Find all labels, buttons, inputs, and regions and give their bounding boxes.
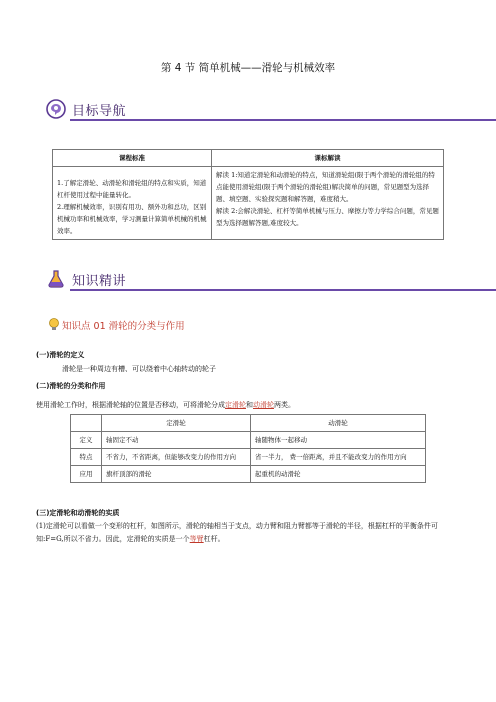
standard-item: 1.了解定滑轮、动滑轮和滑轮组的特点和实质，知道杠杆使用过程中能量转化。 [57,179,207,199]
table-row [71,466,426,483]
pulley-header-movable: 动滑轮 [251,415,426,432]
movable-cell: 轴随物体一起移动 [251,432,426,449]
section-knowledge-title: 知识精讲 [72,274,127,289]
fixed-pulley-term: 定滑轮 [225,401,246,409]
section-divider [70,119,496,121]
section-goals [44,98,496,122]
pulley-table [70,414,426,483]
pulley-header-empty [71,415,102,432]
classification-title: (二)滑轮的分类和作用 [36,382,106,390]
table-row [71,432,426,449]
row-label: 定义 [71,432,102,449]
classification-text [36,399,295,412]
row-label: 特点 [71,449,102,466]
classification-text-pre: 使用滑轮工作时，根据滑轮轴的位置是否移动，可将滑轮分成 [36,401,225,409]
knowledge-point-title: 知识点 01 滑轮的分类与作用 [62,321,185,332]
fixed-cell: 不省力，不省距离，但能够改变力的作用方向 [102,449,251,466]
movable-pulley-term: 动滑轮 [253,401,274,409]
section-knowledge [44,268,496,292]
fixed-cell: 轴固定不动 [102,432,251,449]
section-divider [70,289,496,291]
flask-icon [46,269,66,289]
lightbulb-icon [46,316,62,332]
interpretation-item: 解读 1:知道定滑轮和动滑轮的特点，知道滑轮组(限于两个滑轮的滑轮组的特点能使用滑轮组(限于两个滑轮的滑轮组)解决简单的问题，常见题型为选择题、填空题、实验探究题和解答题，难度稍大。 [216,171,435,203]
goals-interpretation-cell [212,167,444,240]
goals-standard-cell [53,167,212,240]
essence-text-post: 杠杆。 [203,535,225,543]
fixed-cell: 旗杆顶部的滑轮 [102,466,251,483]
equal-arm-term: 等臂 [189,535,204,543]
movable-cell: 省一半力， 费一倍距离，并且不能改变力的作用方向 [251,449,426,466]
definition-title: (一)滑轮的定义 [36,351,85,359]
goals-header-interpretation: 课标解读 [212,150,444,167]
essence-title: (三)定滑轮和动滑轮的实质 [36,509,120,517]
movable-cell: 起重机的动滑轮 [251,466,426,483]
section-goals-title: 目标导航 [72,104,127,119]
table-row [71,449,426,466]
interpretation-item: 解读 2:会解决滑轮、杠杆等简单机械与压力、摩擦力等力学综合问题，常见题型为选择题解答题,难度较大。 [216,207,439,227]
goals-header-standard: 课程标准 [53,150,212,167]
classification-and: 和 [246,401,253,409]
standard-item: 2.理解机械效率，识别有用功、额外功和总功，区别机械功率和机械效率，学习测量计算简单机械的机械效率。 [57,203,207,235]
goals-table [52,149,444,240]
pulley-header-fixed: 定滑轮 [102,415,251,432]
classification-text-post: 两类。 [274,401,295,409]
brain-target-icon [46,99,66,119]
page-title: 第 4 节 简单机械——滑轮与机械效率 [160,62,336,74]
essence-text-pre: (1)定滑轮可以看做一个变形的杠杆，如图所示，滑轮的轴相当于支点，动力臂和阻力臂都等于滑轮的半径，根据杠杆的平衡条件可知:F=G,所以不省力。因此，定滑轮的实质是一个 [36,522,438,543]
definition-text: 滑轮是一种周边有槽、可以绕着中心轴转动的轮子 [62,365,216,373]
row-label: 应用 [71,466,102,483]
essence-text [36,520,456,546]
